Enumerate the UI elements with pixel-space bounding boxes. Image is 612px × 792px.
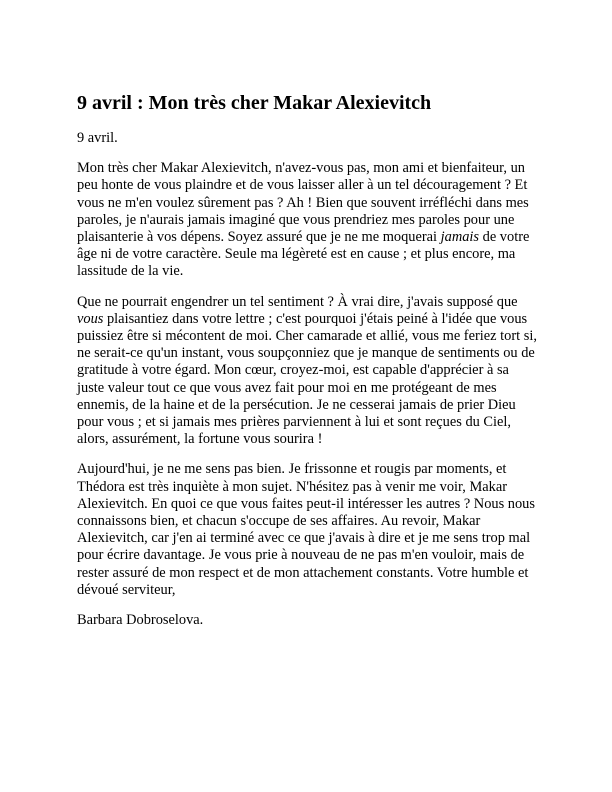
paragraph-2-part-a: Que ne pourrait engendrer un tel sentiment ? À vrai dire, j'avais supposé que (77, 293, 518, 310)
date-line: 9 avril. (77, 130, 118, 146)
paragraph-2-part-b: plaisantiez dans votre lettre ; c'est pourquoi j'étais peiné à l'idée que vous puissiez être si mécontent de moi. Cher camarade et allié, vous me feriez tort si, ne serait-ce qu'un instant, vous soupçonniez que je manque de sentiments ou de gratitude à votre égard. Mon cœur, croyez-moi, est capable d'apprécier à sa juste valeur tout ce que vous avez fait pour moi en me protégeant de mes ennemis, de la haine et de la persécution. Je ne cesserai jamais de prier Dieu pour vous ; et si jamais mes prières parviennent à lui et sont reçues du Ciel, alors, assurément, la fortune vous sourira ! (77, 310, 537, 448)
paragraph-1-part-b: de votre âge ni de votre caractère. Seule ma légèreté est en cause ; et plus encore, ma lassitude de la vie. (77, 229, 530, 280)
letter-page (77, 90, 537, 642)
signature: Barbara Dobroselova. (77, 612, 204, 629)
paragraph-2 (77, 294, 537, 449)
emphasis-jamais: jamais (440, 229, 480, 246)
emphasis-vous: vous (77, 310, 104, 327)
paragraph-3: Aujourd'hui, je ne me sens pas bien. Je frissonne et rougis par moments, et Thédora est très inquiète à mon sujet. N'hésitez pas à venir me voir, Makar Alexievitch. En quoi ce que vous faites peut-il intéresser les autres ? Nous nous connaissons bien, et chacun s'occupe de ses affaires. Au revoir, Makar Alexievitch, car j'en ai terminé avec ce que j'avais à dire et je me sens trop mal pour écrire davantage. Je vous prie à nouveau de ne pas m'en vouloir, mais de rester assuré de mon respect et de mon attachement constants. Votre humble et dévoué serviteur, (77, 461, 535, 598)
paragraph-1 (77, 160, 537, 280)
letter-title: 9 avril : Mon très cher Makar Alexievitch (77, 92, 432, 114)
paragraph-1-part-a: Mon très cher Makar Alexievitch, n'avez-vous pas, mon ami et bienfaiteur, un peu honte de vous plaindre et de vous laisser aller à un tel découragement ? Et vous ne m'en voulez sûrement pas ? Ah ! Bien que souvent irréfléchi dans mes paroles, je n'aurais jamais imaginé que vous prendriez mes paroles pour une plaisanterie à vos dépens. Soyez assuré que je ne me moquerai (77, 160, 529, 246)
